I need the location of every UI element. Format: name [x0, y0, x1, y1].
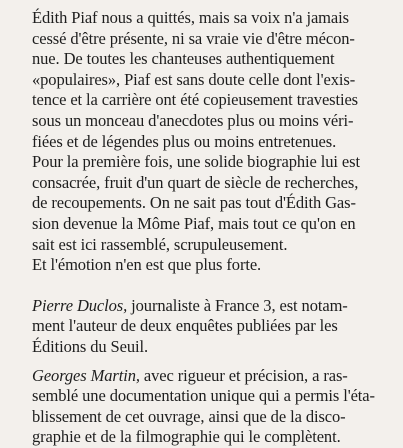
- text-line: de recoupements. On ne sait pas tout d'Édith Gas-: [32, 193, 356, 213]
- text-line: blissement de cet ouvrage, ainsi que de la disco-: [32, 406, 346, 426]
- emotion-paragraph: [16, 255, 389, 276]
- text-line: Éditions du Seuil.: [32, 336, 148, 356]
- author-bio-text: avec rigueur et précision, a ras-: [139, 365, 348, 385]
- text-line: nue. De toutes les chanteuses authentiquement: [32, 49, 335, 69]
- author-name: Georges Martin,: [32, 365, 140, 385]
- intro-paragraph: [16, 8, 389, 152]
- text-line: [16, 296, 389, 317]
- text-line: [16, 366, 389, 387]
- text-line: «populaires», Piaf est sans doute celle dont l'exis-: [32, 69, 356, 89]
- text-line: semblé une documentation unique qui a permis l'éta-: [32, 386, 375, 406]
- text-line: Pour la première fois, une solide biographie lui est: [32, 152, 360, 172]
- text-line: fiées et de légendes plus ou moins entretenues.: [32, 131, 337, 151]
- biography-paragraph: [16, 152, 389, 255]
- author-bio-text: journaliste à France 3, est notam-: [127, 295, 348, 315]
- text-line: graphie et de la filmographie qui le complètent.: [32, 427, 341, 447]
- text-line: sait est ici rassemblé, scrupuleusement.: [32, 234, 288, 254]
- text-line: cessé d'être présente, ni sa vraie vie d'être mécon-: [32, 28, 355, 48]
- author-name: Pierre Duclos,: [32, 295, 128, 315]
- text-line: Et l'émotion n'en est que plus forte.: [32, 255, 262, 275]
- text-line: tence et la carrière ont été copieusement travesties: [32, 90, 359, 110]
- text-line: sion devenue la Môme Piaf, mais tout ce qu'on en: [32, 213, 356, 233]
- text-line: sous un monceau d'anecdotes plus ou moins véri-: [32, 110, 354, 130]
- text-line: ment l'auteur de deux enquêtes publiées par les: [32, 316, 338, 336]
- text-line: consacrée, fruit d'un quart de siècle de recherches,: [32, 172, 359, 192]
- author-martin-paragraph: [16, 366, 389, 448]
- text-line: Édith Piaf nous a quittés, mais sa voix n'a jamais: [32, 8, 349, 27]
- author-duclos-paragraph: [16, 296, 389, 358]
